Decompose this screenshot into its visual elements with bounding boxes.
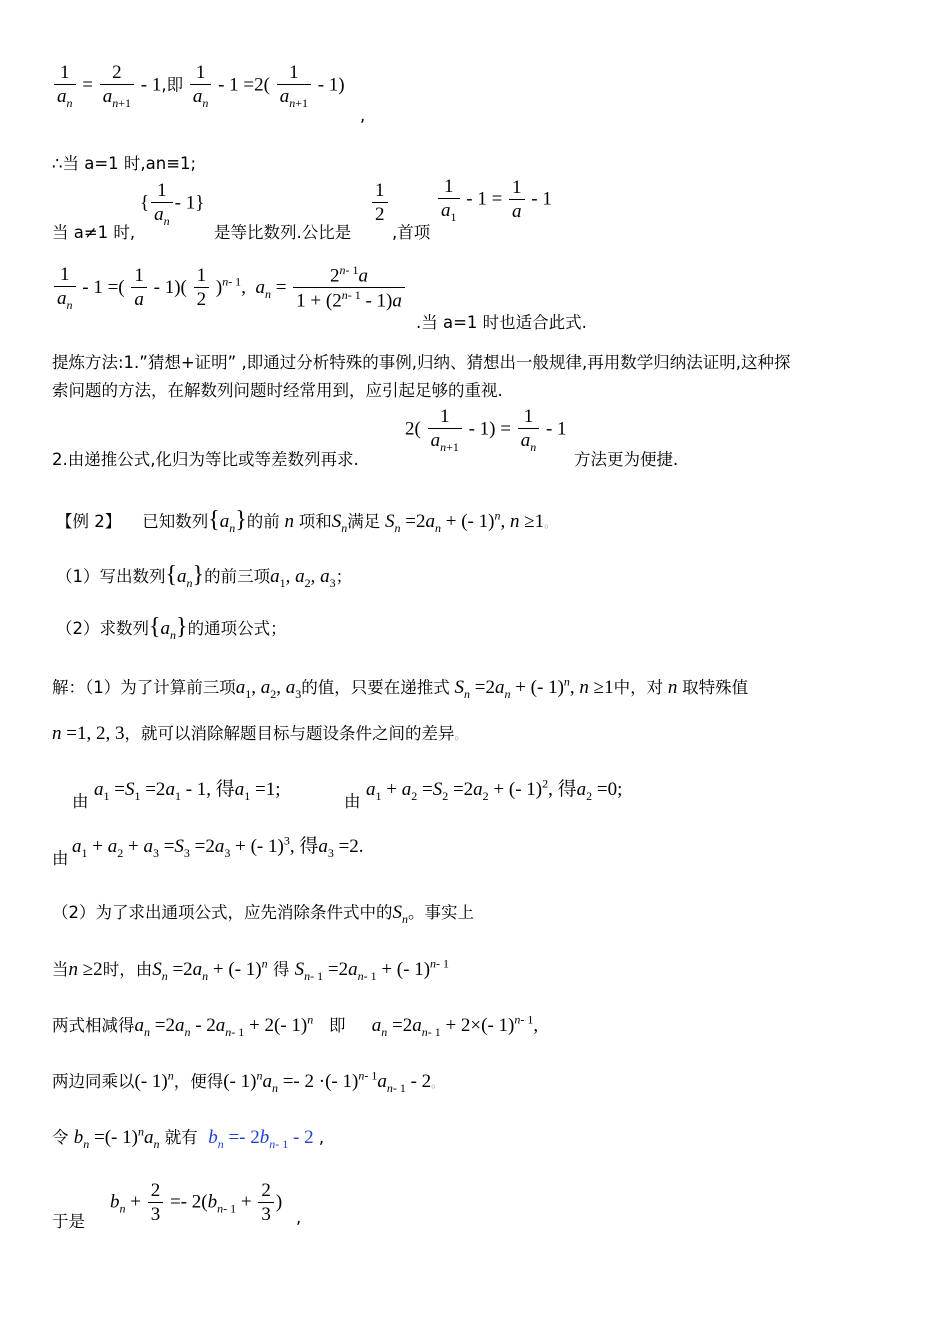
question-2-text-b: 的通项公式；	[187, 619, 287, 638]
example-text-b: 的前	[246, 512, 280, 531]
s7-a: 两式相减得	[52, 1016, 135, 1035]
solution-2-tail: 。事实上	[408, 903, 474, 922]
yu-shi: 于是	[52, 1212, 85, 1231]
question-1: （1）写出数列$\{a_n\}$的前三项$a_1$, $a_2$, $a_3$；	[56, 562, 353, 590]
solution-1-text-d: 取特殊值	[682, 678, 749, 697]
question-1-text: （1）写出数列	[56, 567, 166, 586]
case-a-not-1-label: 当 a≠1 时,	[52, 223, 136, 242]
s9-comma: ,	[318, 1128, 325, 1147]
a2-derivation: $a_1 + a_2 =S_2 =2a_2$ + (- 1)$^2$, 得$a_2 =0$;	[366, 776, 623, 803]
method-2-text: 2.由递推公式,化归为等比或等差数列再求.	[52, 450, 359, 469]
first-term-text: ,首项	[392, 223, 431, 242]
solution-1-text-c: 中，对	[613, 678, 664, 697]
a3-derivation: $a_1 + a_2 + a_3 =S_3 =2a_3$ + (- 1)$^3$, 得$a_3 =2$.	[72, 833, 364, 860]
solution-1-end: 。	[454, 728, 467, 742]
question-2: （2）求数列$\{a_n\}$的通项公式；	[56, 614, 287, 642]
s6-a: 当	[52, 960, 69, 979]
s8-a: 两边同乘以	[52, 1072, 135, 1091]
example-text-c: 项和	[298, 512, 332, 531]
sequence-reciprocal: { $\frac{1}{a_n}$ - 1}	[140, 180, 205, 228]
n-ge-2-line: 当n ≥2时，由$S_n =2a_n$ + (- 1)$^n$ 得 $S_{n- 1} =2a_{n- 1}$ + (- 1)$^{n- 1}$	[52, 956, 450, 983]
s9-b: 就有	[164, 1128, 198, 1147]
s6-b: 时，由	[102, 960, 153, 979]
you-3: 由	[52, 849, 69, 868]
example-text-a: 已知数列	[142, 512, 209, 531]
you-2: 由	[344, 792, 361, 811]
s8-b: ，便得	[173, 1072, 224, 1091]
multiply-line: 两边同乘以(- 1)$^n$，便得(- $1)^na_n =- 2$ ·(- $1)^{n- 1}a_{n- 1} - 2$。	[52, 1068, 444, 1095]
comma: ,	[360, 106, 366, 125]
solution-1-text-a: 解：（1）为了计算前三项	[52, 678, 236, 697]
example-text-d: 满足	[347, 512, 381, 531]
geometric-sequence-text: 是等比数列.公比是	[214, 223, 352, 242]
question-2-text: （2）求数列	[56, 619, 149, 638]
s8-end: 。	[431, 1076, 444, 1090]
text-ji: ,即	[161, 75, 184, 95]
question-1-text-b: 的前三项	[204, 567, 271, 586]
subtract-line: 两式相减得$a_n =2a_n - 2a_{n- 1} + 2(-$ 1)$^n$ 即 $a_n =2a_{n- 1} + 2\times(-$ 1)$^{n- 1}$,	[52, 1012, 539, 1039]
method-summary-line-2: 索问题的方法，在解数列问题时经常用到，应引起足够的重视.	[52, 381, 503, 400]
method-2-tail: 方法更为便捷.	[574, 450, 679, 469]
ratio-one-half: $\frac{1}{2}$	[370, 180, 390, 227]
question-1-end: ；	[335, 567, 353, 586]
bn-recurrence-highlight: $b_n =- 2b_{n- 1} - 2$	[208, 1127, 314, 1151]
general-term-formula: $\frac{1}{a_n}$ - 1 =( $\frac{1}{a}$ - 1)( $\frac{1}{2}$ )$^{n- 1}$, $a_n$ = $\frac{2^{n- 1}a}{1 + (2^{n- 1} - 1)a}$	[52, 264, 407, 313]
s9-a: 令	[52, 1128, 69, 1147]
you-1: 由	[72, 792, 89, 811]
solution-2-text: （2）为了求出通项公式，应先消除条件式中的	[52, 903, 393, 922]
equation-line-1: $\frac{1}{a_n}$ = $\frac{2}{a_{n+1}}$ - 1,即 $\frac{1}{a_n}$ - 1 =2( $\frac{1}{a_{n+1}}$ - 1)	[52, 62, 345, 111]
solution-2-intro: （2）为了求出通项公式，应先消除条件式中的$S_n$。事实上	[52, 902, 474, 926]
formula-applies-note: .当 a=1 时也适合此式.	[416, 313, 587, 332]
let-bn-line: 令 $b_n$ =(- $1)^na_n$ 就有 $b_n =- 2b_{n- 1} - 2$ ,	[52, 1124, 325, 1151]
solution-1-text-e: ，就可以消除解题目标与题设条件之间的差异	[124, 724, 455, 743]
example-label: 【例 2】	[56, 512, 122, 531]
a1-derivation: $a_1 =S_1 =2a_1 - 1$, 得$a_1 =1$;	[94, 779, 281, 803]
first-term-formula: $\frac{1}{a_1}$ - 1 = $\frac{1}{a}$ - 1	[436, 176, 552, 225]
s7-b: 即	[329, 1016, 346, 1035]
case-a-equals-1: ∴当 a=1 时,an≡1;	[52, 154, 197, 173]
s6-c: 得	[272, 960, 290, 979]
solution-1-line-2: n =1, 2, 3，就可以消除解题目标与题设条件之间的差异。	[52, 723, 467, 744]
example-2-line: 【例 2】 已知数列$\{a_n\}$的前 n 项和$S_n$满足 $S_n =2a_n$ + (- 1)$^n$, n ≥1。	[56, 507, 557, 535]
solution-1-line: 解：（1）为了计算前三项$a_1$, $a_2$, $a_3$的值，只要在递推式 $S_n =2a_n$ + (- 1)$^n$, n ≥1中，对 n 取特殊值	[52, 674, 749, 701]
final-comma: ,	[296, 1208, 302, 1227]
final-formula: $b_n$ + $\frac{2}{3}$ =- $2(b_{n- 1}$ + $\frac{2}{3}$ )	[110, 1180, 283, 1225]
method-summary-line-1: 提炼方法:1.”猜想+证明” ,即通过分析特殊的事例,归纳、猜想出一般规律,再用数学归纳法证明,这种探	[52, 353, 791, 372]
solution-1-text-b: 的值，只要在递推式	[301, 678, 450, 697]
example-end: 。	[544, 516, 557, 530]
method-2-formula: 2( $\frac{1}{a_{n+1}}$ - 1) = $\frac{1}{a_n}$ - 1	[405, 406, 567, 454]
